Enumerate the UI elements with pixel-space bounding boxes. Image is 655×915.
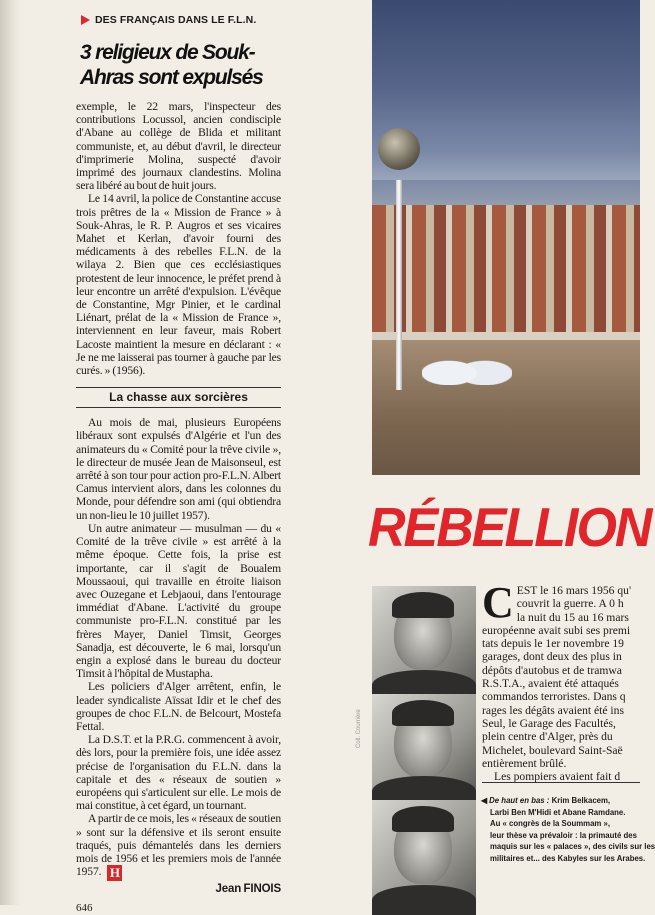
right-article-column	[482, 578, 652, 784]
caption-line: Au « congrès de la Soummam »,	[490, 819, 611, 829]
line: commandos terroristes. Dans q	[482, 690, 626, 704]
paragraph: exemple, le 22 mars, l'inspecteur des contributions Locussol, ancien condisciple d'Abane au collège de Blida et militant communiste, et, au début d'avril, le directeur d'imprimerie Molina, suspecté d'avoir imprimé des journaux clandestins. Molina sera libéré au bout de huit jours.	[76, 100, 281, 193]
photo-credit: Coll. Courrière	[356, 709, 362, 748]
paragraph: Le 14 avril, la police de Constantine accuse trois prêtres de la « Mission de France » à Souk-Ahras, le R. P. Augros et ses vicaires Mahet et Kerlan, d'avoir fourni des médicaments à des rebelles F.L.N. de la wilaya 2. Bien que ces ecclésiastiques protestent de leur innocence, le préfet prend à leur encontre un arrêté d'expulsion. L'évêque de Constantine, Mgr Pinier, et le cardinal Liénart, prélat de la « Mission de France », interviennent en leur faveur, mais Robert Lacoste maintient la mesure en déclarant : « Je ne me laisserai pas tourner à gauche par les curés. » (1956).	[76, 192, 281, 378]
subheading: La chasse aux sorcières	[76, 387, 281, 408]
photo-figures	[422, 345, 512, 385]
caption-line: Larbi Ben M'Hidi et Abane Ramdane.	[490, 807, 626, 817]
line: européenne avait subi ses premi	[482, 623, 631, 637]
line: Michelet, boulevard Saint-Saë	[482, 743, 623, 757]
portrait-hair	[392, 592, 454, 618]
paragraph-last	[76, 812, 281, 881]
kicker-text: DES FRANÇAIS DANS LE F.L.N.	[95, 14, 257, 26]
line: tats depuis le 1er novembre 19	[482, 637, 624, 651]
paragraph: Les policiers d'Alger arrêtent, enfin, le leader syndicaliste Aïssat Idir et le chef des groupes de choc F.L.N. de Belcourt, Mostefa Fettal.	[76, 680, 281, 733]
caption-line: militaires et... des Kabyles sur les Arabes.	[490, 853, 646, 863]
line: Seul, le Garage des Facultés,	[482, 716, 616, 730]
line: garages, dont deux des plus in	[482, 650, 622, 664]
paragraph: Au mois de mai, plusieurs Européens libéraux sont expulsés d'Algérie et l'un des animateurs du « Comité pour la trêve civile », le directeur de musée Jean de Maisonseul, est arrêté à son tour pour action pro-F.L.N. Albert Camus intervient alors, dans les colonnes du Monde, pour défendre son ami (qui obtiendra un non-lieu le 10 juillet 1957).	[76, 416, 281, 522]
portrait-larbi-ben-mhidi	[372, 694, 476, 796]
paragraph-text: A partir de ce mois, les « réseaux de soutien » sont sur la défensive et ils seront ensuite traqués, puis démantelés dans les derniers mois de 1956 et les premiers mois de l'année 1957.	[76, 812, 281, 879]
line: la nuit du 15 au 16 mars	[516, 610, 629, 624]
section-title: RÉBELLION	[368, 497, 651, 559]
article-column-bottom	[76, 416, 281, 896]
page-gutter-shadow	[0, 0, 22, 905]
portrait-hair	[392, 700, 454, 726]
photo-lamp-post	[396, 180, 402, 390]
line: rages les dégâts avaient été ins	[482, 703, 624, 717]
portrait-hair	[392, 806, 454, 832]
line: couvrit la guerre. A 0 h	[516, 597, 624, 611]
photo-caption	[481, 795, 655, 865]
caption-line: Krim Belkacem,	[551, 796, 611, 805]
divider	[482, 782, 640, 783]
page-number: 646	[76, 902, 93, 915]
article-column-top	[76, 100, 281, 377]
photo-lamp-globe	[378, 128, 420, 170]
article-headline: 3 religieux de Souk-Ahras sont expulsés	[80, 41, 263, 89]
caption-lead: De haut en bas :	[489, 796, 550, 805]
portrait-abane-ramdane	[372, 800, 476, 905]
line: EST le 16 mars 1956 qu'	[516, 584, 632, 597]
drop-cap: C	[482, 578, 514, 627]
line: plein centre d'Alger, près du	[482, 730, 613, 744]
line: Les pompiers avaient fait d	[494, 770, 621, 784]
triangle-bullet-icon	[81, 15, 90, 25]
end-mark-logo: H	[107, 865, 122, 881]
caption-line: maquis sur les « palaces », des civils sur les	[490, 842, 655, 852]
line: entièrement brûlé.	[482, 756, 567, 770]
line: dépôts d'autobus et de tramwa	[482, 663, 622, 677]
photo-city	[372, 205, 640, 345]
caption-arrow-icon: ◀	[481, 796, 490, 805]
caption-line: leur thèse va prévaloir : la primauté des	[490, 830, 637, 840]
algiers-photo	[372, 0, 640, 475]
portrait-body	[372, 885, 476, 915]
line: R.S.T.A., avaient été attaqués	[482, 677, 619, 691]
author-signature: Jean FINOIS	[215, 883, 281, 896]
left-column	[76, 40, 281, 914]
paragraph: La D.S.T. et la P.R.G. commencent à avoir, dès lors, pour la première fois, une idée assez précise de l'organisation du F.L.N. dans la capitale et des « réseaux de soutien » européens qui s'articulent sur elle. Le mois de mai constitue, à cet égard, un tournant.	[76, 733, 281, 813]
section-kicker	[81, 14, 256, 26]
paragraph: Un autre animateur — musulman — du « Comité de la trêve civile » est arrêté à la même époque. Cette fois, la prise est importante, car il s'agit de Boualem Moussaoui, qui travaille en étroite liaison avec Ouzegane et Lebjaoui, dans l'entourage immédiat d'Abane. L'activité du groupe communiste pro-F.L.N. constitué par les frères Mayer, Daniel Timsit, Georges Sanadja, est découverte, le 6 mai, lorsqu'un engin a explosé dans le bureau du docteur Timsit à l'hôpital de Mustapha.	[76, 521, 281, 681]
portrait-krim-belkacem	[372, 586, 476, 690]
